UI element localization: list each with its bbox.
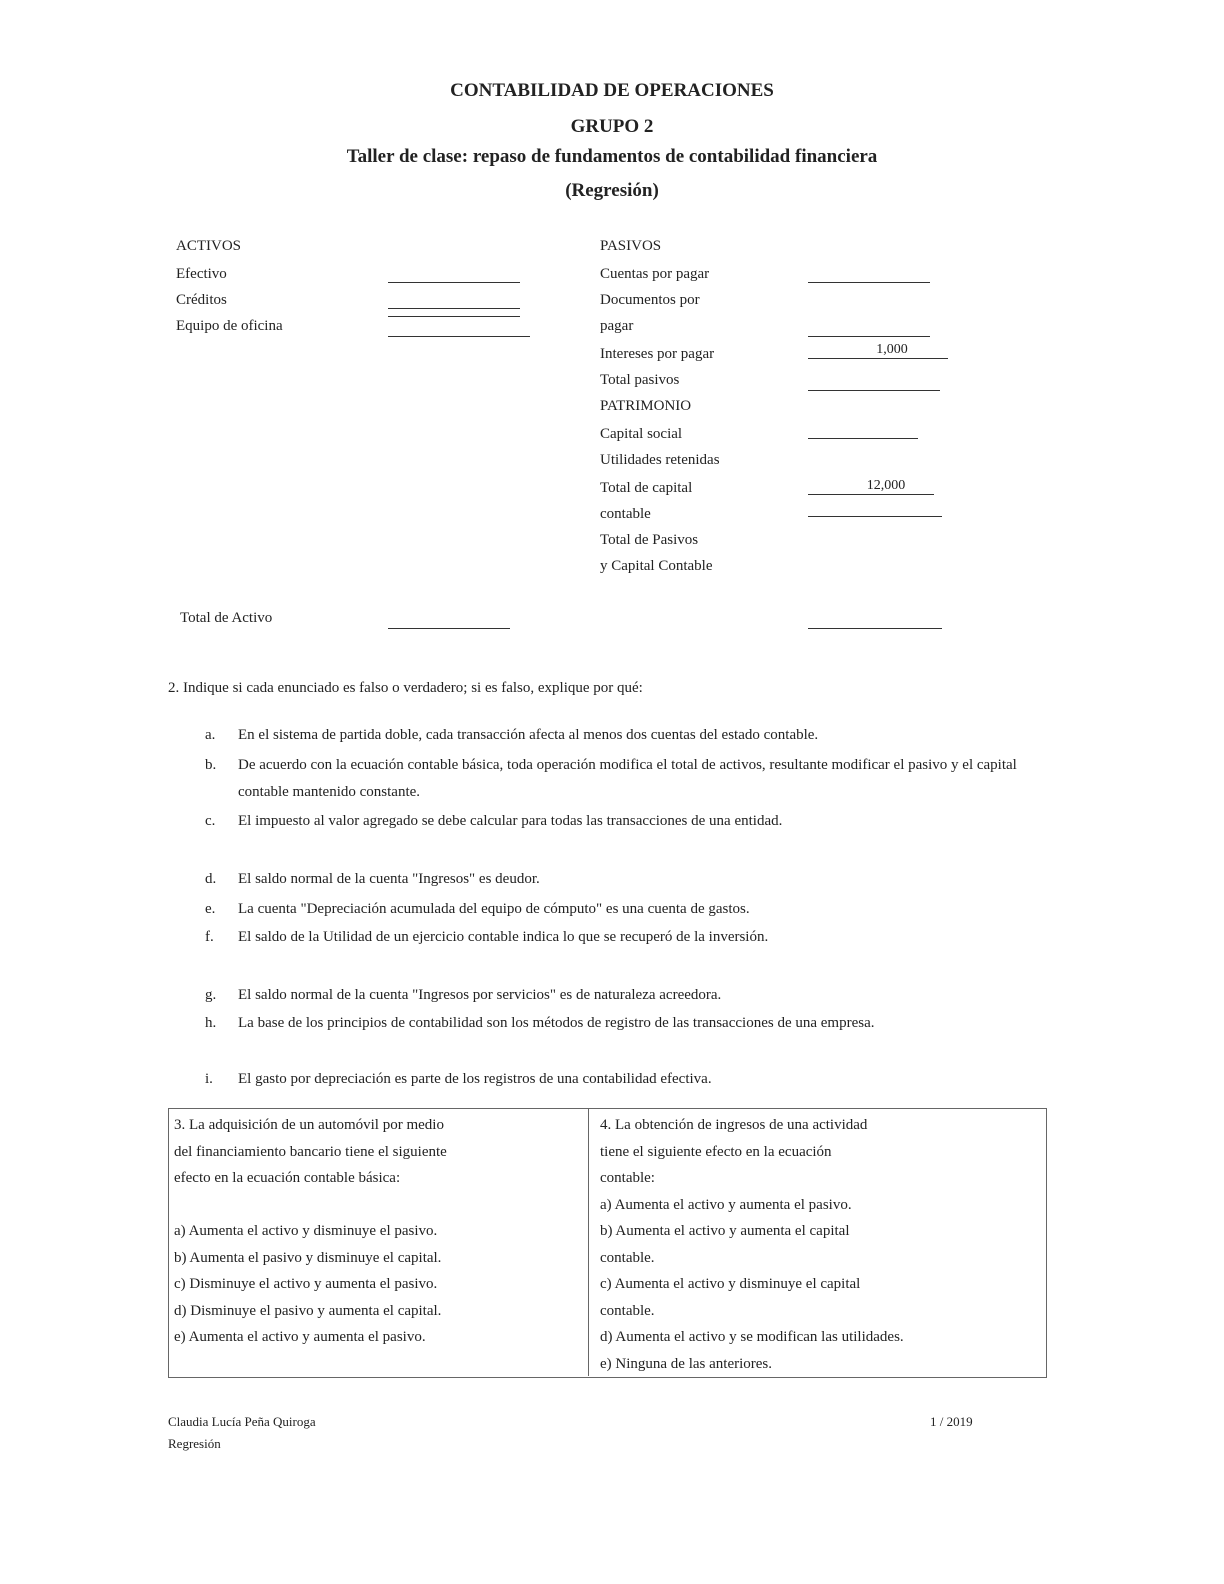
footer-subtitle: Regresión: [168, 1436, 221, 1451]
asset-label: Créditos: [176, 292, 227, 308]
question-line: del financiamiento bancario tiene el siguiente: [174, 1143, 447, 1160]
true-false-item: [205, 1010, 1045, 1037]
true-false-item: [205, 808, 1045, 835]
liability-label: pagar: [600, 318, 634, 334]
doc-title-line-4: (Regresión): [565, 180, 659, 201]
total-liabilities-label: Total de Pasivos: [600, 532, 699, 548]
liability-label: Documentos por: [600, 292, 700, 308]
true-false-item: [205, 752, 1045, 806]
equity-heading: PATRIMONIO: [600, 398, 692, 414]
footer-page: 1 / 2019: [930, 1414, 973, 1429]
doc-title-line-3: Taller de clase: repaso de fundamentos de contabilidad financiera: [346, 146, 878, 167]
question-line: 3. La adquisición de un automóvil por medio: [174, 1117, 444, 1133]
liability-label: Total pasivos: [600, 372, 680, 388]
item-letter: g.: [205, 987, 217, 1003]
item-text: El gasto por depreciación es parte de los registros de una contabilidad efectiva.: [238, 1071, 712, 1087]
true-false-item: [205, 866, 1045, 893]
option-line[interactable]: e) Ninguna de las anteriores.: [600, 1355, 773, 1372]
equity-blank[interactable]: [808, 494, 934, 495]
spacer-line: [174, 1192, 584, 1219]
item-text: El saldo de la Utilidad de un ejercicio contable indica lo que se recuperó de la inversión.: [238, 929, 769, 945]
asset-blank[interactable]: [388, 282, 520, 283]
asset-blank[interactable]: [388, 336, 530, 337]
option-line[interactable]: a) Aumenta el activo y aumenta el pasivo.: [600, 1196, 852, 1213]
asset-label: Equipo de oficina: [176, 318, 283, 334]
true-false-item: [205, 1066, 1045, 1093]
capital-value: 12,000: [866, 478, 906, 493]
item-letter: d.: [205, 871, 217, 887]
option-line[interactable]: contable.: [600, 1302, 655, 1319]
liability-blank[interactable]: [808, 390, 940, 391]
liability-label: Cuentas por pagar: [600, 266, 710, 282]
item-letter: i.: [205, 1071, 213, 1087]
liabilities-heading: PASIVOS: [600, 238, 662, 254]
doc-title-line-2: GRUPO 2: [570, 116, 654, 137]
option-line[interactable]: b) Aumenta el activo y aumenta el capital: [600, 1223, 850, 1239]
true-false-instruction: 2. Indique si cada enunciado es falso o verdadero; si es falso, explique por qué:: [168, 680, 643, 696]
true-false-item: [205, 982, 1045, 1009]
total-assets-blank[interactable]: [388, 628, 510, 629]
option-line[interactable]: c) Disminuye el activo y aumenta el pasivo.: [174, 1276, 438, 1292]
footer-author: Claudia Lucía Peña Quiroga: [168, 1414, 316, 1429]
liability-blank[interactable]: [808, 336, 930, 337]
intereses-value: 1,000: [876, 342, 908, 357]
option-line[interactable]: e) Aumenta el activo y aumenta el pasivo.: [174, 1329, 426, 1345]
item-letter: f.: [205, 929, 214, 945]
item-text: La cuenta "Depreciación acumulada del equipo de cómputo" es una cuenta de gastos.: [238, 901, 750, 917]
total-liabilities-blank[interactable]: [808, 628, 942, 629]
question-line: efecto en la ecuación contable básica:: [174, 1170, 401, 1186]
option-line[interactable]: d) Disminuye el pasivo y aumenta el capital.: [174, 1302, 442, 1319]
question-line: tiene el siguiente efecto en la ecuación: [600, 1143, 832, 1160]
total-assets-label: Total de Activo: [180, 610, 273, 626]
equity-blank[interactable]: [808, 516, 942, 517]
asset-blank[interactable]: [388, 308, 520, 309]
equity-label: contable: [600, 506, 651, 522]
item-letter: h.: [205, 1015, 217, 1031]
asset-blank[interactable]: [388, 316, 520, 317]
assets-heading: ACTIVOS: [176, 238, 242, 254]
true-false-item: [205, 896, 1045, 923]
equity-label: Utilidades retenidas: [600, 452, 720, 468]
item-letter: c.: [205, 813, 216, 829]
question-4: [600, 1112, 1040, 1377]
item-text: La base de los principios de contabilidad son los métodos de registro de las transacciones de una empresa.: [238, 1015, 875, 1031]
true-false-item: [205, 722, 1045, 749]
question-3: [174, 1112, 584, 1351]
option-line[interactable]: c) Aumenta el activo y disminuye el capital: [600, 1276, 861, 1292]
column-divider: [588, 1108, 589, 1376]
option-line[interactable]: d) Aumenta el activo y se modifican las utilidades.: [600, 1329, 904, 1345]
doc-title-line-1: CONTABILIDAD DE OPERACIONES: [450, 80, 774, 101]
total-liabilities-label: y Capital Contable: [600, 558, 713, 574]
item-text: En el sistema de partida doble, cada transacción afecta al menos dos cuentas del estado contable.: [238, 727, 819, 743]
item-text: De acuerdo con la ecuación contable básica, toda operación modifica el total de activos, resultante modificar el pasivo y el capital contable mantenido constante.: [238, 757, 1017, 800]
true-false-item: [205, 924, 1045, 951]
asset-label: Efectivo: [176, 266, 227, 282]
item-text: El saldo normal de la cuenta "Ingresos por servicios" es de naturaleza acreedora.: [238, 987, 722, 1003]
option-line[interactable]: b) Aumenta el pasivo y disminuye el capital.: [174, 1249, 442, 1266]
question-line: contable:: [600, 1170, 655, 1186]
equity-label: Capital social: [600, 426, 683, 442]
item-text: El impuesto al valor agregado se debe calcular para todas las transacciones de una entidad.: [238, 813, 783, 829]
item-letter: a.: [205, 727, 216, 743]
liability-label: Intereses por pagar: [600, 346, 715, 362]
option-line[interactable]: a) Aumenta el activo y disminuye el pasivo.: [174, 1223, 438, 1239]
equity-label: Total de capital: [600, 480, 693, 496]
item-letter: b.: [205, 757, 217, 773]
equity-blank[interactable]: [808, 438, 918, 439]
liability-blank[interactable]: [808, 282, 930, 283]
item-letter: e.: [205, 901, 216, 917]
item-text: El saldo normal de la cuenta "Ingresos" es deudor.: [238, 871, 540, 887]
question-line: 4. La obtención de ingresos de una actividad: [600, 1117, 868, 1133]
option-line[interactable]: contable.: [600, 1249, 655, 1266]
liability-blank[interactable]: [808, 358, 948, 359]
